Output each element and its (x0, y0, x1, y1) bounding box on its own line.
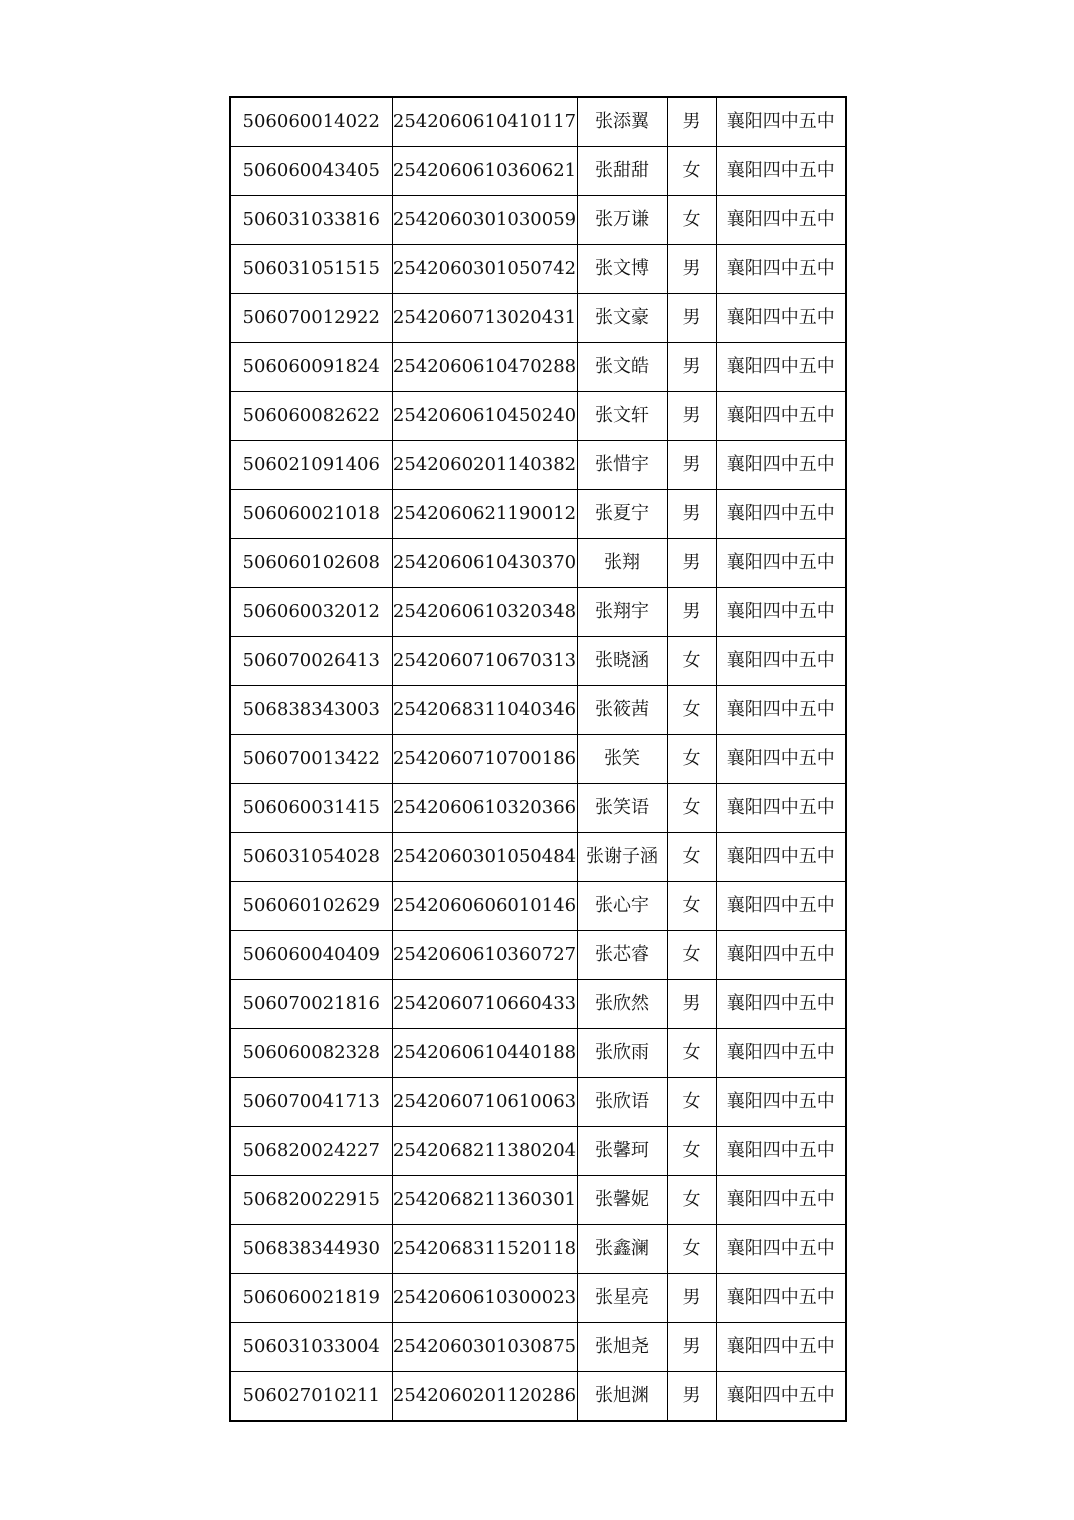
registration-id-cell: 506060082328 (230, 1029, 392, 1078)
table-row (230, 97, 846, 147)
gender-cell: 男 (667, 1274, 716, 1323)
registration-id-cell: 506060043405 (230, 147, 392, 196)
exam-number-cell: 2542060610300023 (392, 1274, 577, 1323)
school-cell: 襄阳四中五中 (716, 1372, 846, 1422)
table-row (230, 1323, 846, 1372)
student-name-cell: 张翔宇 (577, 588, 667, 637)
table-row (230, 1127, 846, 1176)
exam-number-cell: 2542060610410117 (392, 97, 577, 147)
student-name-cell: 张心宇 (577, 882, 667, 931)
registration-id-cell: 506060040409 (230, 931, 392, 980)
registration-id-cell: 506820024227 (230, 1127, 392, 1176)
student-name-cell: 张旭渊 (577, 1372, 667, 1422)
student-name-cell: 张欣雨 (577, 1029, 667, 1078)
registration-id-cell: 506070013422 (230, 735, 392, 784)
table-row (230, 931, 846, 980)
table-row (230, 147, 846, 196)
table-row (230, 637, 846, 686)
registration-id-cell: 506060032012 (230, 588, 392, 637)
school-cell: 襄阳四中五中 (716, 490, 846, 539)
exam-number-cell: 2542060710610063 (392, 1078, 577, 1127)
table-row (230, 882, 846, 931)
table-row (230, 490, 846, 539)
school-cell: 襄阳四中五中 (716, 1323, 846, 1372)
school-cell: 襄阳四中五中 (716, 1078, 846, 1127)
table-row (230, 196, 846, 245)
school-cell: 襄阳四中五中 (716, 931, 846, 980)
table-row (230, 784, 846, 833)
exam-number-cell: 2542060301050742 (392, 245, 577, 294)
student-roster-table (229, 96, 847, 1422)
student-name-cell: 张馨珂 (577, 1127, 667, 1176)
student-name-cell: 张欣语 (577, 1078, 667, 1127)
school-cell: 襄阳四中五中 (716, 686, 846, 735)
student-name-cell: 张晓涵 (577, 637, 667, 686)
school-cell: 襄阳四中五中 (716, 294, 846, 343)
gender-cell: 女 (667, 1078, 716, 1127)
table-row (230, 539, 846, 588)
exam-number-cell: 2542060201140382 (392, 441, 577, 490)
student-name-cell: 张谢子涵 (577, 833, 667, 882)
school-cell: 襄阳四中五中 (716, 882, 846, 931)
school-cell: 襄阳四中五中 (716, 196, 846, 245)
gender-cell: 女 (667, 686, 716, 735)
registration-id-cell: 506031033816 (230, 196, 392, 245)
gender-cell: 男 (667, 1323, 716, 1372)
gender-cell: 女 (667, 196, 716, 245)
exam-number-cell: 2542060610360727 (392, 931, 577, 980)
table-row (230, 588, 846, 637)
table-row (230, 1176, 846, 1225)
exam-number-cell: 2542068311040346 (392, 686, 577, 735)
gender-cell: 女 (667, 637, 716, 686)
table-row (230, 392, 846, 441)
school-cell: 襄阳四中五中 (716, 1176, 846, 1225)
registration-id-cell: 506060014022 (230, 97, 392, 147)
school-cell: 襄阳四中五中 (716, 833, 846, 882)
school-cell: 襄阳四中五中 (716, 784, 846, 833)
exam-number-cell: 2542060610470288 (392, 343, 577, 392)
table-row (230, 980, 846, 1029)
exam-number-cell: 2542060610320348 (392, 588, 577, 637)
table-row (230, 343, 846, 392)
school-cell: 襄阳四中五中 (716, 245, 846, 294)
registration-id-cell: 506031033004 (230, 1323, 392, 1372)
table-row (230, 686, 846, 735)
gender-cell: 男 (667, 294, 716, 343)
registration-id-cell: 506060031415 (230, 784, 392, 833)
school-cell: 襄阳四中五中 (716, 1225, 846, 1274)
registration-id-cell: 506060091824 (230, 343, 392, 392)
table-row (230, 441, 846, 490)
student-name-cell: 张甜甜 (577, 147, 667, 196)
student-name-cell: 张添翼 (577, 97, 667, 147)
student-name-cell: 张欣然 (577, 980, 667, 1029)
gender-cell: 女 (667, 1029, 716, 1078)
school-cell: 襄阳四中五中 (716, 147, 846, 196)
exam-number-cell: 2542060610320366 (392, 784, 577, 833)
registration-id-cell: 506060021018 (230, 490, 392, 539)
exam-number-cell: 2542060710700186 (392, 735, 577, 784)
school-cell: 襄阳四中五中 (716, 1127, 846, 1176)
exam-number-cell: 2542060606010146 (392, 882, 577, 931)
gender-cell: 女 (667, 1225, 716, 1274)
table-row (230, 735, 846, 784)
table-row (230, 1274, 846, 1323)
exam-number-cell: 2542068311520118 (392, 1225, 577, 1274)
student-name-cell: 张馨妮 (577, 1176, 667, 1225)
table-row (230, 1225, 846, 1274)
table-row (230, 1372, 846, 1422)
registration-id-cell: 506070026413 (230, 637, 392, 686)
school-cell: 襄阳四中五中 (716, 735, 846, 784)
school-cell: 襄阳四中五中 (716, 588, 846, 637)
table-row (230, 245, 846, 294)
gender-cell: 男 (667, 490, 716, 539)
school-cell: 襄阳四中五中 (716, 392, 846, 441)
student-name-cell: 张芯睿 (577, 931, 667, 980)
exam-number-cell: 2542068211360301 (392, 1176, 577, 1225)
gender-cell: 男 (667, 441, 716, 490)
school-cell: 襄阳四中五中 (716, 97, 846, 147)
exam-number-cell: 2542060610450240 (392, 392, 577, 441)
exam-number-cell: 2542060301030059 (392, 196, 577, 245)
registration-id-cell: 506031054028 (230, 833, 392, 882)
school-cell: 襄阳四中五中 (716, 343, 846, 392)
student-name-cell: 张筱茜 (577, 686, 667, 735)
gender-cell: 女 (667, 1127, 716, 1176)
registration-id-cell: 506021091406 (230, 441, 392, 490)
gender-cell: 男 (667, 539, 716, 588)
student-name-cell: 张星亮 (577, 1274, 667, 1323)
gender-cell: 女 (667, 882, 716, 931)
registration-id-cell: 506027010211 (230, 1372, 392, 1422)
school-cell: 襄阳四中五中 (716, 441, 846, 490)
registration-id-cell: 506070041713 (230, 1078, 392, 1127)
student-name-cell: 张万谦 (577, 196, 667, 245)
registration-id-cell: 506060102629 (230, 882, 392, 931)
gender-cell: 男 (667, 588, 716, 637)
student-name-cell: 张笑语 (577, 784, 667, 833)
student-name-cell: 张惜宇 (577, 441, 667, 490)
exam-number-cell: 2542060710660433 (392, 980, 577, 1029)
exam-number-cell: 2542068211380204 (392, 1127, 577, 1176)
roster-body (230, 97, 846, 1421)
student-name-cell: 张文豪 (577, 294, 667, 343)
registration-id-cell: 506838344930 (230, 1225, 392, 1274)
exam-number-cell: 2542060610360621 (392, 147, 577, 196)
gender-cell: 男 (667, 245, 716, 294)
school-cell: 襄阳四中五中 (716, 539, 846, 588)
school-cell: 襄阳四中五中 (716, 1029, 846, 1078)
student-name-cell: 张旭尧 (577, 1323, 667, 1372)
student-name-cell: 张翔 (577, 539, 667, 588)
exam-number-cell: 2542060301050484 (392, 833, 577, 882)
exam-number-cell: 2542060621190012 (392, 490, 577, 539)
exam-number-cell: 2542060201120286 (392, 1372, 577, 1422)
student-name-cell: 张笑 (577, 735, 667, 784)
registration-id-cell: 506820022915 (230, 1176, 392, 1225)
student-name-cell: 张文轩 (577, 392, 667, 441)
exam-number-cell: 2542060610430370 (392, 539, 577, 588)
gender-cell: 男 (667, 343, 716, 392)
student-name-cell: 张文博 (577, 245, 667, 294)
exam-number-cell: 2542060301030875 (392, 1323, 577, 1372)
registration-id-cell: 506070021816 (230, 980, 392, 1029)
school-cell: 襄阳四中五中 (716, 637, 846, 686)
table-row (230, 1029, 846, 1078)
registration-id-cell: 506070012922 (230, 294, 392, 343)
gender-cell: 男 (667, 980, 716, 1029)
exam-number-cell: 2542060710670313 (392, 637, 577, 686)
table-row (230, 833, 846, 882)
gender-cell: 女 (667, 784, 716, 833)
student-name-cell: 张夏宁 (577, 490, 667, 539)
gender-cell: 女 (667, 833, 716, 882)
registration-id-cell: 506031051515 (230, 245, 392, 294)
gender-cell: 女 (667, 931, 716, 980)
table-row (230, 294, 846, 343)
gender-cell: 女 (667, 1176, 716, 1225)
school-cell: 襄阳四中五中 (716, 1274, 846, 1323)
registration-id-cell: 506838343003 (230, 686, 392, 735)
registration-id-cell: 506060082622 (230, 392, 392, 441)
gender-cell: 女 (667, 735, 716, 784)
student-name-cell: 张鑫澜 (577, 1225, 667, 1274)
registration-id-cell: 506060102608 (230, 539, 392, 588)
student-name-cell: 张文皓 (577, 343, 667, 392)
table-row (230, 1078, 846, 1127)
gender-cell: 男 (667, 392, 716, 441)
school-cell: 襄阳四中五中 (716, 980, 846, 1029)
gender-cell: 男 (667, 1372, 716, 1422)
exam-number-cell: 2542060610440188 (392, 1029, 577, 1078)
exam-number-cell: 2542060713020431 (392, 294, 577, 343)
gender-cell: 女 (667, 147, 716, 196)
gender-cell: 男 (667, 97, 716, 147)
registration-id-cell: 506060021819 (230, 1274, 392, 1323)
